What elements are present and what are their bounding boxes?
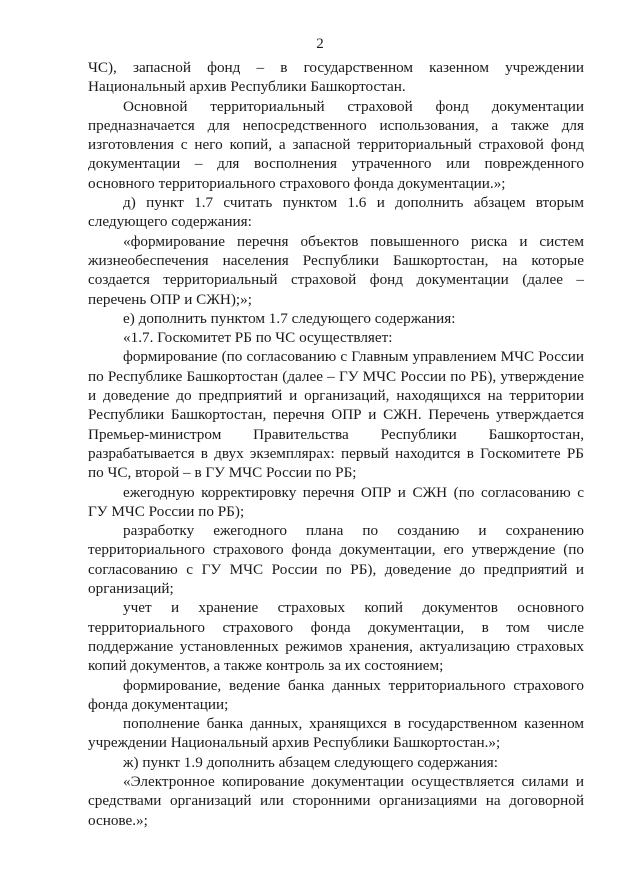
paragraph: пополнение банка данных, хранящихся в государственном казенном учреждении Национальный архив Республики Башкортостан.»; <box>88 715 584 752</box>
document-body <box>88 58 584 830</box>
paragraph: е) дополнить пунктом 1.7 следующего содержания: <box>123 309 456 327</box>
paragraph: ж) пункт 1.9 дополнить абзацем следующего содержания: <box>123 753 498 771</box>
page-number: 2 <box>316 36 324 52</box>
paragraph: учет и хранение страховых копий документов основного территориального страхового фонда документации, в том числе поддержание установленных режимов хранения, актуализацию страховых копий документов, а также контроль за их состоянием; <box>88 599 584 675</box>
paragraph: д) пункт 1.7 считать пунктом 1.6 и дополнить абзацем вторым следующего содержания: <box>88 194 584 231</box>
paragraph: ЧС), запасной фонд – в государственном казенном учреждении Национальный архив Республики Башкортостан. <box>88 59 584 96</box>
paragraph: «Электронное копирование документации осуществляется силами и средствами организаций или сторонними организациями на договорной основе.»; <box>88 772 584 829</box>
paragraph: ежегодную корректировку перечня ОПР и СЖН (по согласованию с ГУ МЧС России по РБ); <box>88 483 584 520</box>
paragraph: «формирование перечня объектов повышенного риска и систем жизнеобеспечения населения Республики Башкортостан, на которые создается территориальный страховой фонд документации (далее – перечень ОПР и СЖН);»; <box>88 232 584 308</box>
paragraph: Основной территориальный страховой фонд документации предназначается для непосредственного использования, а также для изготовления с него копий, а запасной территориальный страховой фонд документации – для восполнения утраченного или поврежденного основного территориального страхового фонда документации.»; <box>88 97 584 192</box>
paragraph: разработку ежегодного плана по созданию и сохранению территориального страхового фонда документации, его утверждение (по согласованию с ГУ МЧС России по РБ), доведение до предприятий и организаций; <box>88 522 584 598</box>
paragraph: формирование, ведение банка данных территориального страхового фонда документации; <box>88 676 584 713</box>
paragraph: формирование (по согласованию с Главным управлением МЧС России по Республике Башкортостан (далее – ГУ МЧС России по РБ), утверждение и доведение до предприятий и организаций, находящихся на территории Республики Башкортостан, перечня ОПР и СЖН. Перечень утверждается Премьер-министром Правительства Республики Башкортостан, разрабатывается в двух экземплярах: первый находится в Госкомитете РБ по ЧС, второй – в ГУ МЧС России по РБ; <box>88 348 584 482</box>
paragraph: «1.7. Госкомитет РБ по ЧС осуществляет: <box>123 329 393 347</box>
